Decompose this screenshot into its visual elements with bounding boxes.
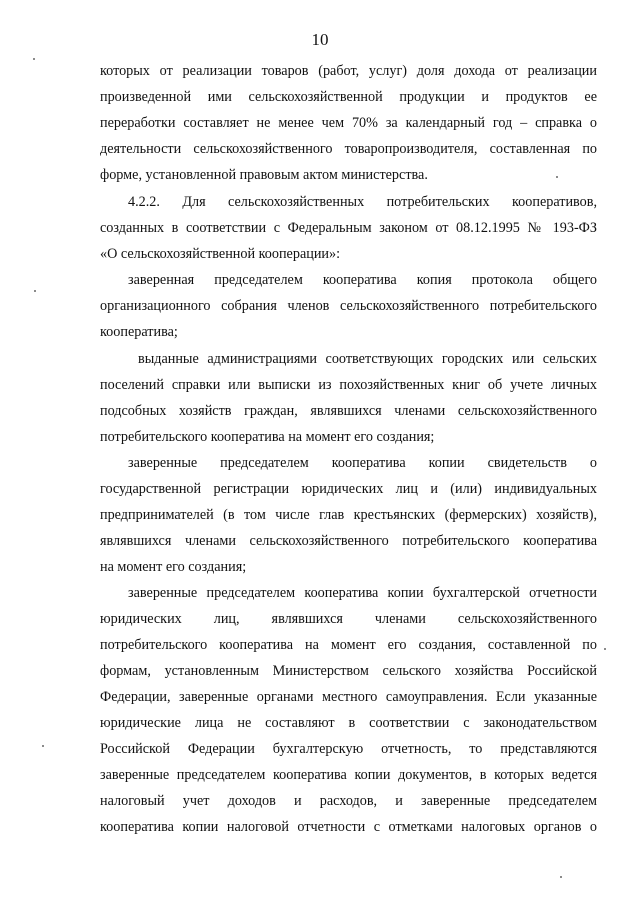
text-line: подсобных хозяйств граждан, являвшихся членами сельскохозяйственного [100, 403, 597, 419]
text-line: заверенные председателем кооператива копии свидетельств о [128, 455, 597, 471]
text-line: «О сельскохозяйственной кооперации»: [100, 246, 341, 262]
text-line: 4.2.2. Для сельскохозяйственных потребительских кооперативов, [128, 194, 597, 210]
text-line: форме, установленной правовым актом министерства. [100, 167, 428, 183]
text-line: произведенной ими сельскохозяйственной продукции и продуктов ее [100, 89, 597, 105]
text-line: заверенные председателем кооператива копии документов, в которых ведется [100, 767, 597, 783]
text-line: являвшихся членами сельскохозяйственного потребительского кооператива [100, 533, 597, 549]
text-line: формам, установленным Министерством сельского хозяйства Российской [100, 663, 597, 679]
text-line: деятельности сельскохозяйственного товаропроизводителя, составленная по [100, 141, 597, 157]
text-line: заверенные председателем кооператива копии бухгалтерской отчетности [128, 585, 597, 601]
text-line: созданных в соответствии с Федеральным законом от 08.12.1995 № 193-ФЗ [100, 220, 597, 236]
text-line: Российской Федерации бухгалтерскую отчетность, то представляются [100, 741, 597, 757]
text-line: Федерации, заверенные органами местного самоуправления. Если указанные [100, 689, 597, 705]
text-line: поселений справки или выписки из похозяйственных книг об учете личных [100, 377, 597, 393]
text-line: налоговый учет доходов и расходов, и заверенные председателем [100, 793, 597, 809]
text-line: переработки составляет не менее чем 70% за календарный год – справка о [100, 115, 597, 131]
text-line: кооператива; [100, 324, 178, 340]
text-line: потребительского кооператива на момент его создания, составленной по [100, 637, 597, 653]
page-number: 10 [311, 30, 329, 49]
text-line: которых от реализации товаров (работ, услуг) доля дохода от реализации [100, 63, 597, 79]
text-line: предпринимателей (в том числе глав крестьянских (фермерских) хозяйств), [100, 507, 597, 523]
text-line: заверенная председателем кооператива копия протокола общего [128, 272, 597, 288]
text-line: юридических лиц, являвшихся членами сельскохозяйственного [100, 611, 597, 627]
text-line: организационного собрания членов сельскохозяйственного потребительского [100, 298, 597, 314]
text-line: выданные администрациями соответствующих городских или сельских [138, 351, 597, 367]
text-line: кооператива копии налоговой отчетности с отметками налоговых органов о [100, 819, 597, 835]
text-line: на момент его создания; [100, 559, 247, 575]
text-line: государственной регистрации юридических лиц и (или) индивидуальных [100, 481, 597, 497]
text-line: потребительского кооператива на момент его создания; [100, 429, 435, 445]
text-line: юридические лица не составляют в соответствии с законодательством [100, 715, 597, 731]
